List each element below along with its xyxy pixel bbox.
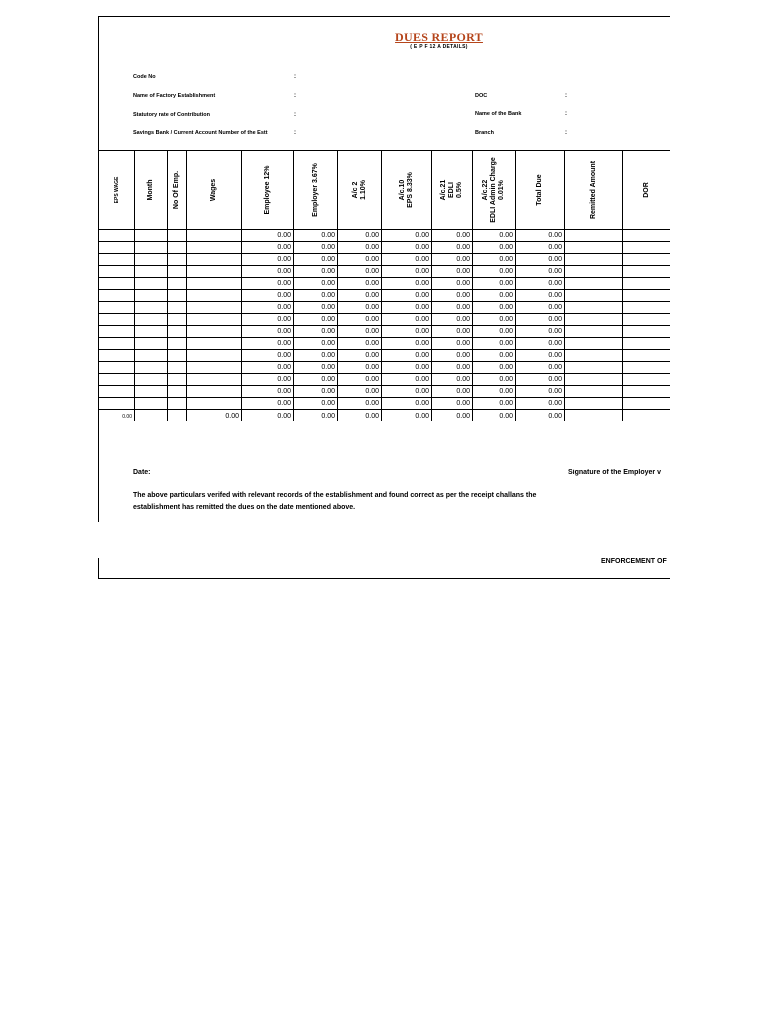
table-cell	[623, 398, 671, 410]
table-cell: 0.00	[516, 314, 565, 326]
field-code-no-label: Code No	[133, 74, 156, 80]
table-cell: 0.00	[432, 242, 473, 254]
table-cell	[168, 278, 187, 290]
table-cell	[565, 278, 623, 290]
table-cell	[99, 398, 135, 410]
table-cell: 0.00	[432, 374, 473, 386]
table-cell	[135, 290, 168, 302]
table-cell	[135, 230, 168, 242]
table-cell	[623, 266, 671, 278]
table-cell	[135, 350, 168, 362]
table-cell: 0.00	[516, 302, 565, 314]
table-cell	[99, 266, 135, 278]
table-cell	[168, 338, 187, 350]
table-row	[99, 386, 671, 398]
table-cell: 0.00	[242, 302, 294, 314]
table-cell: 0.00	[294, 314, 338, 326]
table-cell	[623, 326, 671, 338]
header-remitted-amount: Remitted Amount	[565, 151, 623, 230]
table-cell: 0.00	[338, 302, 382, 314]
table-row	[99, 254, 671, 266]
enforcement-bottom-border	[98, 578, 670, 579]
table-cell	[187, 326, 242, 338]
table-cell: 0.00	[242, 326, 294, 338]
table-cell	[135, 338, 168, 350]
table-cell	[565, 362, 623, 374]
table-cell	[565, 386, 623, 398]
table-cell	[187, 290, 242, 302]
table-cell: 0.00	[516, 338, 565, 350]
field-savings-bank-label: Savings Bank / Current Account Number of the Estt	[133, 130, 268, 136]
table-cell: 0.00	[338, 230, 382, 242]
table-cell: 0.00	[473, 398, 516, 410]
table-cell: 0.00	[516, 230, 565, 242]
table-cell: 0.00	[516, 350, 565, 362]
table-total-cell	[135, 410, 168, 422]
table-cell: 0.00	[338, 374, 382, 386]
table-cell: 0.00	[516, 386, 565, 398]
report-subtitle: ( E P F 12 A DETAILS)	[410, 44, 468, 50]
dues-table-body	[99, 230, 671, 422]
table-cell: 0.00	[516, 278, 565, 290]
table-cell: 0.00	[338, 398, 382, 410]
table-cell: 0.00	[242, 314, 294, 326]
table-cell: 0.00	[473, 242, 516, 254]
table-cell: 0.00	[294, 290, 338, 302]
table-cell	[135, 398, 168, 410]
table-cell: 0.00	[338, 338, 382, 350]
field-savings-bank-colon: :	[294, 130, 296, 136]
table-cell: 0.00	[294, 230, 338, 242]
table-cell	[187, 362, 242, 374]
table-cell	[565, 374, 623, 386]
table-row	[99, 338, 671, 350]
table-cell: 0.00	[338, 326, 382, 338]
table-cell: 0.00	[473, 362, 516, 374]
table-cell: 0.00	[242, 350, 294, 362]
table-total-cell: 0.00	[338, 410, 382, 422]
table-cell: 0.00	[473, 350, 516, 362]
table-cell	[168, 398, 187, 410]
table-total-row	[99, 410, 671, 422]
enforcement-left-border	[98, 558, 99, 578]
table-cell	[187, 278, 242, 290]
table-cell: 0.00	[338, 242, 382, 254]
table-cell: 0.00	[473, 266, 516, 278]
table-cell	[99, 314, 135, 326]
table-cell: 0.00	[294, 242, 338, 254]
header-dor: DOR	[623, 151, 671, 230]
table-cell: 0.00	[338, 254, 382, 266]
table-row	[99, 266, 671, 278]
table-cell: 0.00	[382, 338, 432, 350]
table-cell	[135, 302, 168, 314]
table-row	[99, 350, 671, 362]
table-cell	[565, 314, 623, 326]
table-cell: 0.00	[473, 374, 516, 386]
table-cell: 0.00	[242, 338, 294, 350]
table-cell: 0.00	[432, 254, 473, 266]
table-cell: 0.00	[516, 266, 565, 278]
table-cell	[623, 350, 671, 362]
table-cell	[623, 374, 671, 386]
table-cell	[99, 374, 135, 386]
table-row	[99, 362, 671, 374]
table-row	[99, 242, 671, 254]
table-cell	[187, 338, 242, 350]
verification-paragraph: The above particulars verifed with relevant records of the establishment and found correct as per the receipt challans the establishment has remitted the dues on the date mentioned above.	[133, 492, 537, 511]
table-cell: 0.00	[382, 374, 432, 386]
table-cell	[168, 362, 187, 374]
table-cell	[99, 326, 135, 338]
table-cell: 0.00	[294, 326, 338, 338]
table-row	[99, 230, 671, 242]
table-cell: 0.00	[473, 314, 516, 326]
table-cell	[565, 230, 623, 242]
table-cell	[565, 242, 623, 254]
table-cell: 0.00	[382, 386, 432, 398]
table-cell: 0.00	[516, 362, 565, 374]
field-code-no-colon: :	[294, 74, 296, 80]
field-bank-name-label: Name of the Bank	[475, 111, 522, 117]
table-cell: 0.00	[242, 398, 294, 410]
table-cell: 0.00	[516, 242, 565, 254]
table-cell: 0.00	[432, 278, 473, 290]
table-cell	[168, 302, 187, 314]
table-cell: 0.00	[338, 290, 382, 302]
header-employer-367: Employer 3.67%	[294, 151, 338, 230]
table-cell	[565, 398, 623, 410]
table-cell: 0.00	[432, 266, 473, 278]
table-cell	[187, 314, 242, 326]
table-cell: 0.00	[382, 362, 432, 374]
table-cell	[168, 230, 187, 242]
table-cell	[99, 278, 135, 290]
table-cell: 0.00	[338, 278, 382, 290]
table-cell: 0.00	[432, 314, 473, 326]
table-cell: 0.00	[432, 290, 473, 302]
table-row	[99, 374, 671, 386]
table-cell	[135, 242, 168, 254]
sheet-top-border	[98, 16, 670, 17]
table-cell: 0.00	[473, 290, 516, 302]
field-doc-label: DOC	[475, 93, 488, 99]
table-cell: 0.00	[294, 398, 338, 410]
table-cell	[623, 338, 671, 350]
table-cell	[623, 254, 671, 266]
table-cell	[99, 362, 135, 374]
table-cell	[565, 326, 623, 338]
table-cell: 0.00	[382, 242, 432, 254]
table-cell	[187, 302, 242, 314]
table-cell: 0.00	[516, 374, 565, 386]
table-cell: 0.00	[242, 290, 294, 302]
table-cell: 0.00	[242, 278, 294, 290]
header-ac10: A/c.10 EPS 8.33%	[382, 151, 432, 230]
table-total-cell: 0.00	[516, 410, 565, 422]
table-total-cell: 0.00	[187, 410, 242, 422]
table-cell: 0.00	[294, 254, 338, 266]
table-total-cell: 0.00	[432, 410, 473, 422]
table-cell: 0.00	[432, 230, 473, 242]
table-cell	[168, 326, 187, 338]
header-employee-12: Employee 12%	[242, 151, 294, 230]
table-cell	[99, 302, 135, 314]
table-cell	[135, 386, 168, 398]
table-cell	[187, 398, 242, 410]
dues-table	[98, 150, 670, 421]
table-row	[99, 398, 671, 410]
header-no-of-emp: No Of Emp.	[168, 151, 187, 230]
table-cell: 0.00	[338, 350, 382, 362]
table-cell: 0.00	[294, 350, 338, 362]
table-cell: 0.00	[242, 266, 294, 278]
header-month: Month	[135, 151, 168, 230]
table-cell: 0.00	[382, 350, 432, 362]
table-cell	[168, 386, 187, 398]
table-cell: 0.00	[294, 266, 338, 278]
field-bank-name-colon: :	[565, 111, 567, 117]
table-cell: 0.00	[516, 326, 565, 338]
table-cell	[168, 350, 187, 362]
table-cell: 0.00	[294, 386, 338, 398]
table-cell	[99, 350, 135, 362]
table-cell: 0.00	[516, 398, 565, 410]
table-cell: 0.00	[242, 230, 294, 242]
table-cell	[168, 242, 187, 254]
table-cell	[187, 350, 242, 362]
table-cell: 0.00	[242, 374, 294, 386]
table-cell: 0.00	[382, 230, 432, 242]
dues-table-wrapper	[98, 150, 670, 421]
table-cell: 0.00	[242, 362, 294, 374]
table-cell: 0.00	[382, 254, 432, 266]
table-cell: 0.00	[432, 326, 473, 338]
table-cell	[168, 314, 187, 326]
field-branch-colon: :	[565, 130, 567, 136]
table-cell: 0.00	[473, 302, 516, 314]
table-cell: 0.00	[242, 242, 294, 254]
table-cell: 0.00	[432, 398, 473, 410]
table-cell	[135, 314, 168, 326]
table-cell: 0.00	[382, 398, 432, 410]
table-cell	[565, 338, 623, 350]
table-cell	[623, 314, 671, 326]
table-cell	[565, 290, 623, 302]
table-cell	[99, 254, 135, 266]
table-total-cell: 0.00	[382, 410, 432, 422]
table-cell	[99, 290, 135, 302]
header-wages: Wages	[187, 151, 242, 230]
field-statutory-rate-label: Statutory rate of Contribution	[133, 112, 210, 118]
table-cell	[187, 266, 242, 278]
table-cell	[187, 242, 242, 254]
report-title: DUES REPORT	[395, 30, 483, 44]
table-cell: 0.00	[432, 302, 473, 314]
table-cell	[168, 290, 187, 302]
table-cell: 0.00	[338, 362, 382, 374]
table-cell	[623, 290, 671, 302]
table-cell	[135, 254, 168, 266]
table-cell: 0.00	[382, 302, 432, 314]
table-cell: 0.00	[473, 326, 516, 338]
field-branch-label: Branch	[475, 130, 494, 136]
table-cell: 0.00	[432, 350, 473, 362]
header-ac2: A/c 2 1.10%	[338, 151, 382, 230]
table-total-cell: 0.00	[473, 410, 516, 422]
table-cell: 0.00	[294, 302, 338, 314]
table-cell: 0.00	[382, 290, 432, 302]
table-cell: 0.00	[242, 386, 294, 398]
table-cell	[135, 362, 168, 374]
table-cell	[623, 362, 671, 374]
table-row	[99, 326, 671, 338]
table-cell: 0.00	[473, 254, 516, 266]
table-total-cell: 0.00	[99, 410, 135, 422]
table-cell	[135, 326, 168, 338]
table-cell: 0.00	[338, 266, 382, 278]
header-ac22: A/c.22 EDLI Admin Charge 0.01%	[473, 151, 516, 230]
table-cell: 0.00	[473, 278, 516, 290]
table-cell	[99, 230, 135, 242]
table-row	[99, 278, 671, 290]
field-statutory-rate-colon: :	[294, 112, 296, 118]
table-cell: 0.00	[294, 374, 338, 386]
table-total-cell	[565, 410, 623, 422]
table-cell	[99, 338, 135, 350]
table-cell	[565, 266, 623, 278]
table-cell: 0.00	[294, 338, 338, 350]
table-cell	[623, 386, 671, 398]
table-header-row	[99, 151, 671, 230]
table-cell	[168, 266, 187, 278]
field-factory-name-colon: :	[294, 93, 296, 99]
table-total-cell	[168, 410, 187, 422]
header-eps-wage: EPS WAGE	[99, 151, 135, 230]
table-cell	[135, 374, 168, 386]
table-cell: 0.00	[382, 278, 432, 290]
table-cell: 0.00	[382, 326, 432, 338]
table-cell	[623, 242, 671, 254]
table-cell: 0.00	[516, 254, 565, 266]
table-cell: 0.00	[382, 266, 432, 278]
table-cell: 0.00	[294, 278, 338, 290]
table-cell: 0.00	[473, 386, 516, 398]
table-cell	[135, 278, 168, 290]
table-row	[99, 290, 671, 302]
field-doc-colon: :	[565, 93, 567, 99]
table-row	[99, 314, 671, 326]
table-total-cell	[623, 410, 671, 422]
header-ac21: A/c.21 EDLI 0.5%	[432, 151, 473, 230]
table-cell	[168, 374, 187, 386]
table-cell	[168, 254, 187, 266]
table-cell: 0.00	[516, 290, 565, 302]
table-cell: 0.00	[432, 362, 473, 374]
enforcement-label: ENFORCEMENT OF	[601, 558, 667, 565]
table-cell: 0.00	[338, 386, 382, 398]
table-cell	[187, 254, 242, 266]
table-cell: 0.00	[473, 230, 516, 242]
table-cell	[565, 254, 623, 266]
table-cell: 0.00	[242, 254, 294, 266]
table-total-cell: 0.00	[294, 410, 338, 422]
table-cell	[135, 266, 168, 278]
table-cell: 0.00	[338, 314, 382, 326]
table-total-cell: 0.00	[242, 410, 294, 422]
table-cell	[99, 242, 135, 254]
table-cell	[99, 386, 135, 398]
table-row	[99, 302, 671, 314]
field-factory-name-label: Name of Factory Establishment	[133, 93, 216, 99]
table-cell: 0.00	[294, 362, 338, 374]
table-cell	[565, 350, 623, 362]
table-cell	[187, 374, 242, 386]
table-cell	[187, 230, 242, 242]
table-cell	[623, 230, 671, 242]
table-cell	[565, 302, 623, 314]
header-total-due: Total Due	[516, 151, 565, 230]
table-cell	[187, 386, 242, 398]
table-cell	[623, 278, 671, 290]
table-cell: 0.00	[382, 314, 432, 326]
employer-signature-label: Signature of the Employer v	[568, 469, 661, 476]
date-label: Date:	[133, 469, 151, 476]
table-cell: 0.00	[432, 386, 473, 398]
table-cell: 0.00	[473, 338, 516, 350]
table-cell	[623, 302, 671, 314]
table-cell: 0.00	[432, 338, 473, 350]
